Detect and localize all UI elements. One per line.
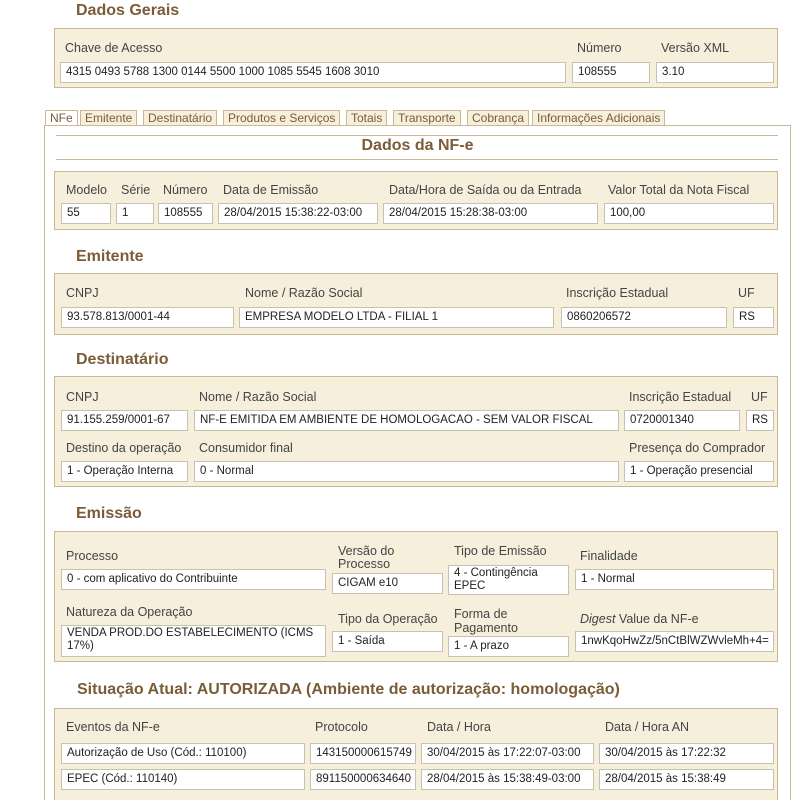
destino-operacao-field[interactable]: 1 - Operação Interna bbox=[61, 461, 188, 482]
emitente-nome-field[interactable]: EMPRESA MODELO LTDA - FILIAL 1 bbox=[239, 307, 554, 328]
col-data-hora-header: Data / Hora bbox=[427, 720, 491, 734]
tipo-emissao-label: Tipo de Emissão bbox=[454, 544, 547, 558]
versao-xml-label: Versão XML bbox=[661, 41, 730, 55]
protocolo-field[interactable]: 891150000634640 bbox=[310, 769, 416, 790]
emitente-cnpj-field[interactable]: 93.578.813/0001-44 bbox=[61, 307, 234, 328]
destinatario-uf-field[interactable]: RS bbox=[746, 410, 774, 431]
destinatario-uf-label: UF bbox=[751, 390, 768, 404]
valor-total-label: Valor Total da Nota Fiscal bbox=[608, 183, 750, 197]
evento-field[interactable]: EPEC (Cód.: 110140) bbox=[61, 769, 305, 790]
processo-label: Processo bbox=[66, 549, 119, 563]
data-emissao-label: Data de Emissão bbox=[223, 183, 319, 197]
situacao-title: Situação Atual: AUTORIZADA (Ambiente de autorização: homologação) bbox=[77, 681, 620, 698]
presenca-comprador-field[interactable]: 1 - Operação presencial bbox=[624, 461, 774, 482]
nfe-numero-field[interactable]: 108555 bbox=[158, 203, 213, 224]
divider bbox=[56, 135, 778, 136]
data-saida-field[interactable]: 28/04/2015 15:28:38-03:00 bbox=[383, 203, 598, 224]
forma-pagamento-label: Forma de Pagamento bbox=[454, 607, 518, 635]
tab-totais[interactable]: Totais bbox=[346, 110, 387, 125]
emitente-uf-field[interactable]: RS bbox=[733, 307, 774, 328]
destino-operacao-label: Destino da operação bbox=[66, 441, 182, 455]
destinatario-title: Destinatário bbox=[76, 351, 169, 368]
data-hora-an-field[interactable]: 30/04/2015 às 17:22:32 bbox=[599, 743, 774, 764]
natureza-operacao-label: Natureza da Operação bbox=[66, 605, 193, 619]
tab-nfe[interactable]: NFe bbox=[45, 110, 78, 125]
destinatario-nome-field[interactable]: NF-E EMITIDA EM AMBIENTE DE HOMOLOGACAO - SEM VALOR FISCAL bbox=[194, 410, 619, 431]
consumidor-final-label: Consumidor final bbox=[199, 441, 293, 455]
data-hora-field[interactable]: 30/04/2015 às 17:22:07-03:00 bbox=[421, 743, 594, 764]
tab-produtos-servicos[interactable]: Produtos e Serviços bbox=[223, 110, 340, 125]
serie-field[interactable]: 1 bbox=[116, 203, 154, 224]
nfe-numero-label: Número bbox=[163, 183, 208, 197]
digest-label-italic: Digest bbox=[580, 612, 616, 626]
emitente-uf-label: UF bbox=[738, 286, 755, 300]
col-data-hora-an-header: Data / Hora AN bbox=[605, 720, 690, 734]
data-hora-an-field[interactable]: 28/04/2015 às 15:38:49 bbox=[599, 769, 774, 790]
data-emissao-field[interactable]: 28/04/2015 15:38:22-03:00 bbox=[218, 203, 378, 224]
processo-field[interactable]: 0 - com aplicativo do Contribuinte bbox=[61, 569, 326, 590]
presenca-comprador-label: Presença do Comprador bbox=[629, 441, 766, 455]
consumidor-final-field[interactable]: 0 - Normal bbox=[194, 461, 619, 482]
evento-field[interactable]: Autorização de Uso (Cód.: 110100) bbox=[61, 743, 305, 764]
destinatario-nome-label: Nome / Razão Social bbox=[199, 390, 317, 404]
digest-label-rest: Value da NF-e bbox=[615, 612, 699, 626]
modelo-field[interactable]: 55 bbox=[61, 203, 111, 224]
forma-pagamento-field[interactable]: 1 - A prazo bbox=[448, 636, 569, 657]
emitente-cnpj-label: CNPJ bbox=[66, 286, 99, 300]
digest-value-field[interactable]: 1nwKqoHwZz/5nCtBlWZWvleMh+4= bbox=[575, 631, 774, 652]
numero-label: Número bbox=[577, 41, 622, 55]
destinatario-ie-label: Inscrição Estadual bbox=[629, 390, 732, 404]
destinatario-cnpj-field[interactable]: 91.155.259/0001-67 bbox=[61, 410, 188, 431]
digest-value-label bbox=[580, 612, 699, 626]
emitente-title: Emitente bbox=[76, 248, 144, 265]
chave-acesso-label: Chave de Acesso bbox=[65, 41, 163, 55]
emissao-title: Emissão bbox=[76, 505, 142, 522]
valor-total-field[interactable]: 100,00 bbox=[604, 203, 774, 224]
tab-cobranca[interactable]: Cobrança bbox=[467, 110, 529, 125]
dados-gerais-title: Dados Gerais bbox=[76, 2, 180, 19]
divider bbox=[56, 159, 778, 160]
tab-transporte[interactable]: Transporte bbox=[393, 110, 461, 125]
natureza-operacao-field[interactable]: VENDA PROD.DO ESTABELECIMENTO (ICMS 17%) bbox=[61, 625, 326, 657]
data-saida-label: Data/Hora de Saída ou da Entrada bbox=[389, 183, 582, 197]
numero-field[interactable]: 108555 bbox=[572, 62, 650, 83]
tipo-emissao-field[interactable]: 4 - Contingência EPEC bbox=[448, 565, 569, 595]
versao-processo-field[interactable]: CIGAM e10 bbox=[332, 573, 443, 594]
versao-xml-field[interactable]: 3.10 bbox=[656, 62, 774, 83]
dados-nfe-title: Dados da NF-e bbox=[361, 137, 474, 154]
modelo-label: Modelo bbox=[66, 183, 107, 197]
tipo-operacao-label: Tipo da Operação bbox=[338, 612, 438, 626]
col-eventos-header: Eventos da NF-e bbox=[66, 720, 160, 734]
tab-destinatario[interactable]: Destinatário bbox=[143, 110, 217, 125]
destinatario-ie-field[interactable]: 0720001340 bbox=[624, 410, 740, 431]
protocolo-field[interactable]: 143150000615749 bbox=[310, 743, 416, 764]
emitente-ie-label: Inscrição Estadual bbox=[566, 286, 669, 300]
emitente-nome-label: Nome / Razão Social bbox=[245, 286, 363, 300]
emitente-ie-field[interactable]: 0860206572 bbox=[561, 307, 727, 328]
finalidade-label: Finalidade bbox=[580, 549, 638, 563]
tab-informacoes-adicionais[interactable]: Informações Adicionais bbox=[532, 110, 665, 125]
serie-label: Série bbox=[121, 183, 151, 197]
destinatario-cnpj-label: CNPJ bbox=[66, 390, 99, 404]
versao-processo-label: Versão do Processo bbox=[338, 544, 395, 571]
finalidade-field[interactable]: 1 - Normal bbox=[575, 569, 774, 590]
data-hora-field[interactable]: 28/04/2015 às 15:38:49-03:00 bbox=[421, 769, 594, 790]
col-protocolo-header: Protocolo bbox=[315, 720, 368, 734]
chave-acesso-field[interactable]: 4315 0493 5788 1300 0144 5500 1000 1085 5545 1608 3010 bbox=[60, 62, 566, 83]
tipo-operacao-field[interactable]: 1 - Saída bbox=[332, 631, 443, 652]
tab-emitente[interactable]: Emitente bbox=[80, 110, 137, 125]
